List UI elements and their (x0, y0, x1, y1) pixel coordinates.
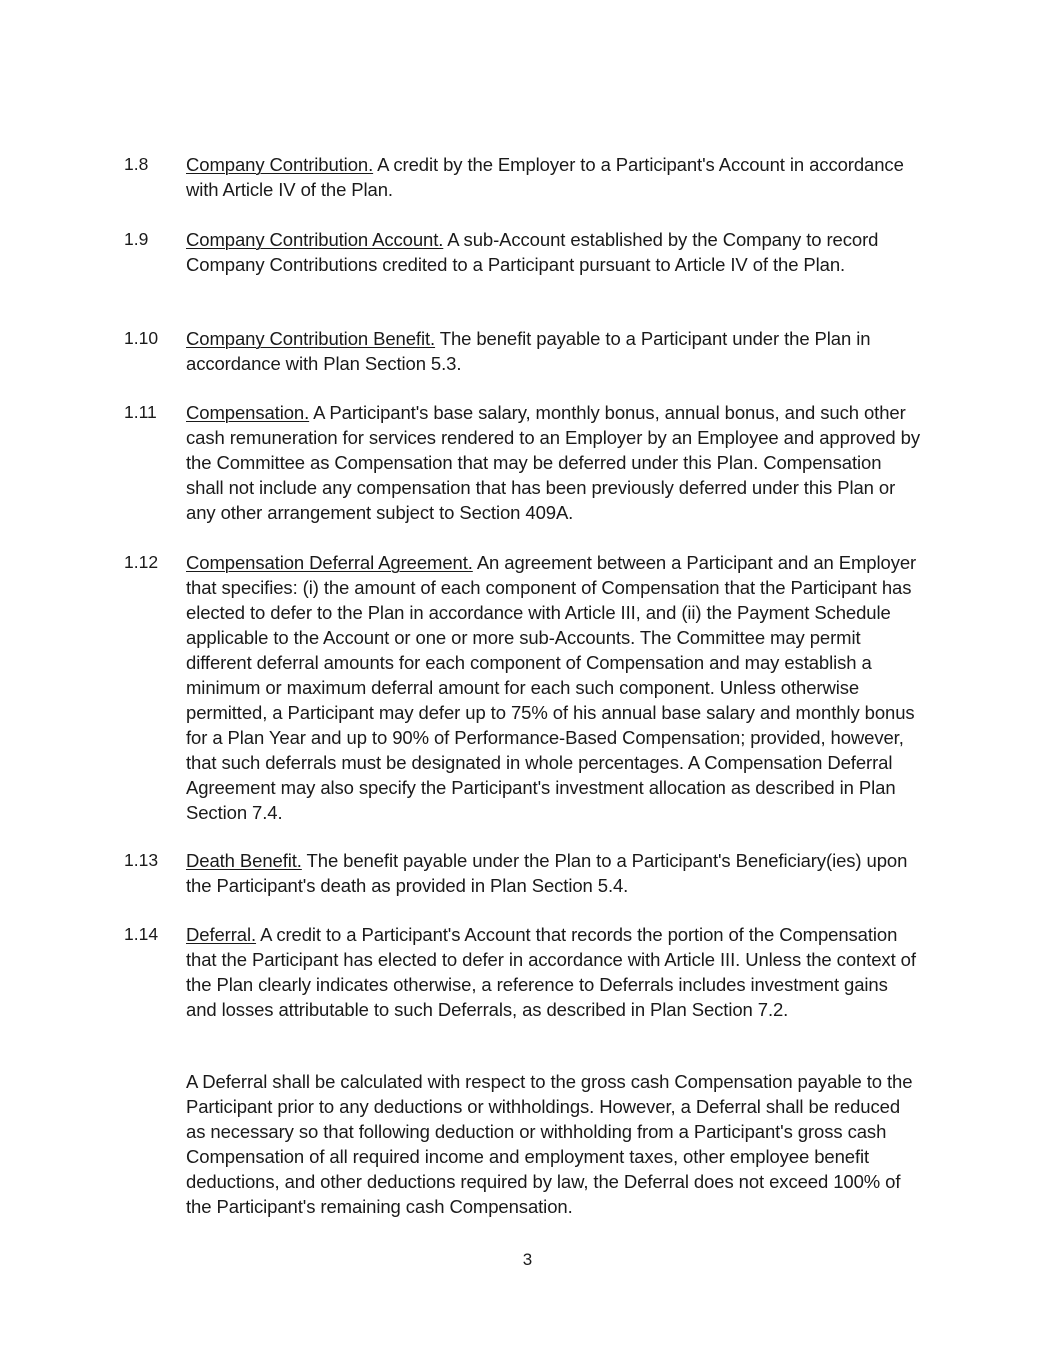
section-number: 1.10 (124, 328, 159, 348)
section-body (186, 848, 921, 898)
section-text: The benefit payable to a Participant under the Plan in accordance with Plan Section 5.3. (186, 328, 871, 374)
section-number: 1.13 (124, 850, 159, 870)
section-body (186, 550, 921, 825)
defined-term: Company Contribution Benefit. (186, 328, 436, 349)
section-text: The benefit payable under the Plan to a Participant's Beneficiary(ies) upon the Participant's death as provided in Plan Section 5.4. (186, 850, 908, 896)
section-number: 1.8 (124, 154, 149, 174)
section-body (186, 152, 921, 202)
defined-term: Company Contribution. (186, 154, 374, 175)
section-body (186, 326, 921, 376)
section-text: A sub-Account established by the Company to record Company Contributions credited to a Participant pursuant to Article IV of the Plan. (186, 229, 879, 275)
defined-term: Deferral. (186, 924, 257, 945)
defined-term: Death Benefit. (186, 850, 302, 871)
defined-term: Company Contribution Account. (186, 229, 444, 250)
section-body (186, 227, 921, 277)
section-text: A credit by the Employer to a Participant's Account in accordance with Article IV of the Plan. (186, 154, 904, 200)
defined-term: Compensation. (186, 402, 310, 423)
section-text: A Participant's base salary, monthly bonus, annual bonus, and such other cash remuneration for services rendered to an Employer by an Employee and approved by the Committee as Compensation that may be deferred under this Plan. Compensation shall not include any compensation that has been previously deferred under this Plan or any other arrangement subject to Section 409A. (186, 402, 920, 523)
defined-term: Compensation Deferral Agreement. (186, 552, 473, 573)
section-number: 1.11 (124, 402, 157, 422)
section-text: A credit to a Participant's Account that records the portion of the Compensation that the Participant has elected to defer in accordance with Article III. Unless the context of the Plan clearly indicates otherwise, a reference to Deferrals includes investment gains and losses attributable to such Deferrals, as described in Plan Section 7.2. (186, 924, 916, 1020)
section-number: 1.12 (124, 552, 159, 572)
section-body (186, 922, 921, 1022)
page-number: 3 (522, 1250, 533, 1269)
section-number: 1.14 (124, 924, 159, 944)
section-text: An agreement between a Participant and an Employer that specifies: (i) the amount of each component of Compensation that the Participant has elected to defer to the Plan in accordance with Article III, and (ii) the Payment Schedule applicable to the Account or one or more sub-Accounts. The Committee may permit different deferral amounts for each component of Compensation and may establish a minimum or maximum deferral amount for each such component. Unless otherwise permitted, a Participant may defer up to 75% of his annual base salary and monthly bonus for a Plan Year and up to 90% of Performance-Based Compensation; provided, however, that such deferrals must be designated in whole percentages. A Compensation Deferral Agreement may also specify the Participant's investment allocation as described in Plan Section 7.4. (186, 552, 917, 823)
deferral-calculation-paragraph: A Deferral shall be calculated with respect to the gross cash Compensation payable to the Participant prior to any deductions or withholdings. However, a Deferral shall be reduced as necessary so that following deduction or withholding from a Participant's gross cash Compensation of all required income and employment taxes, other employee benefit deductions, and other deductions required by law, the Deferral does not exceed 100% of the Participant's remaining cash Compensation. (186, 1071, 913, 1217)
section-body (186, 400, 921, 525)
section-number: 1.9 (124, 229, 149, 249)
